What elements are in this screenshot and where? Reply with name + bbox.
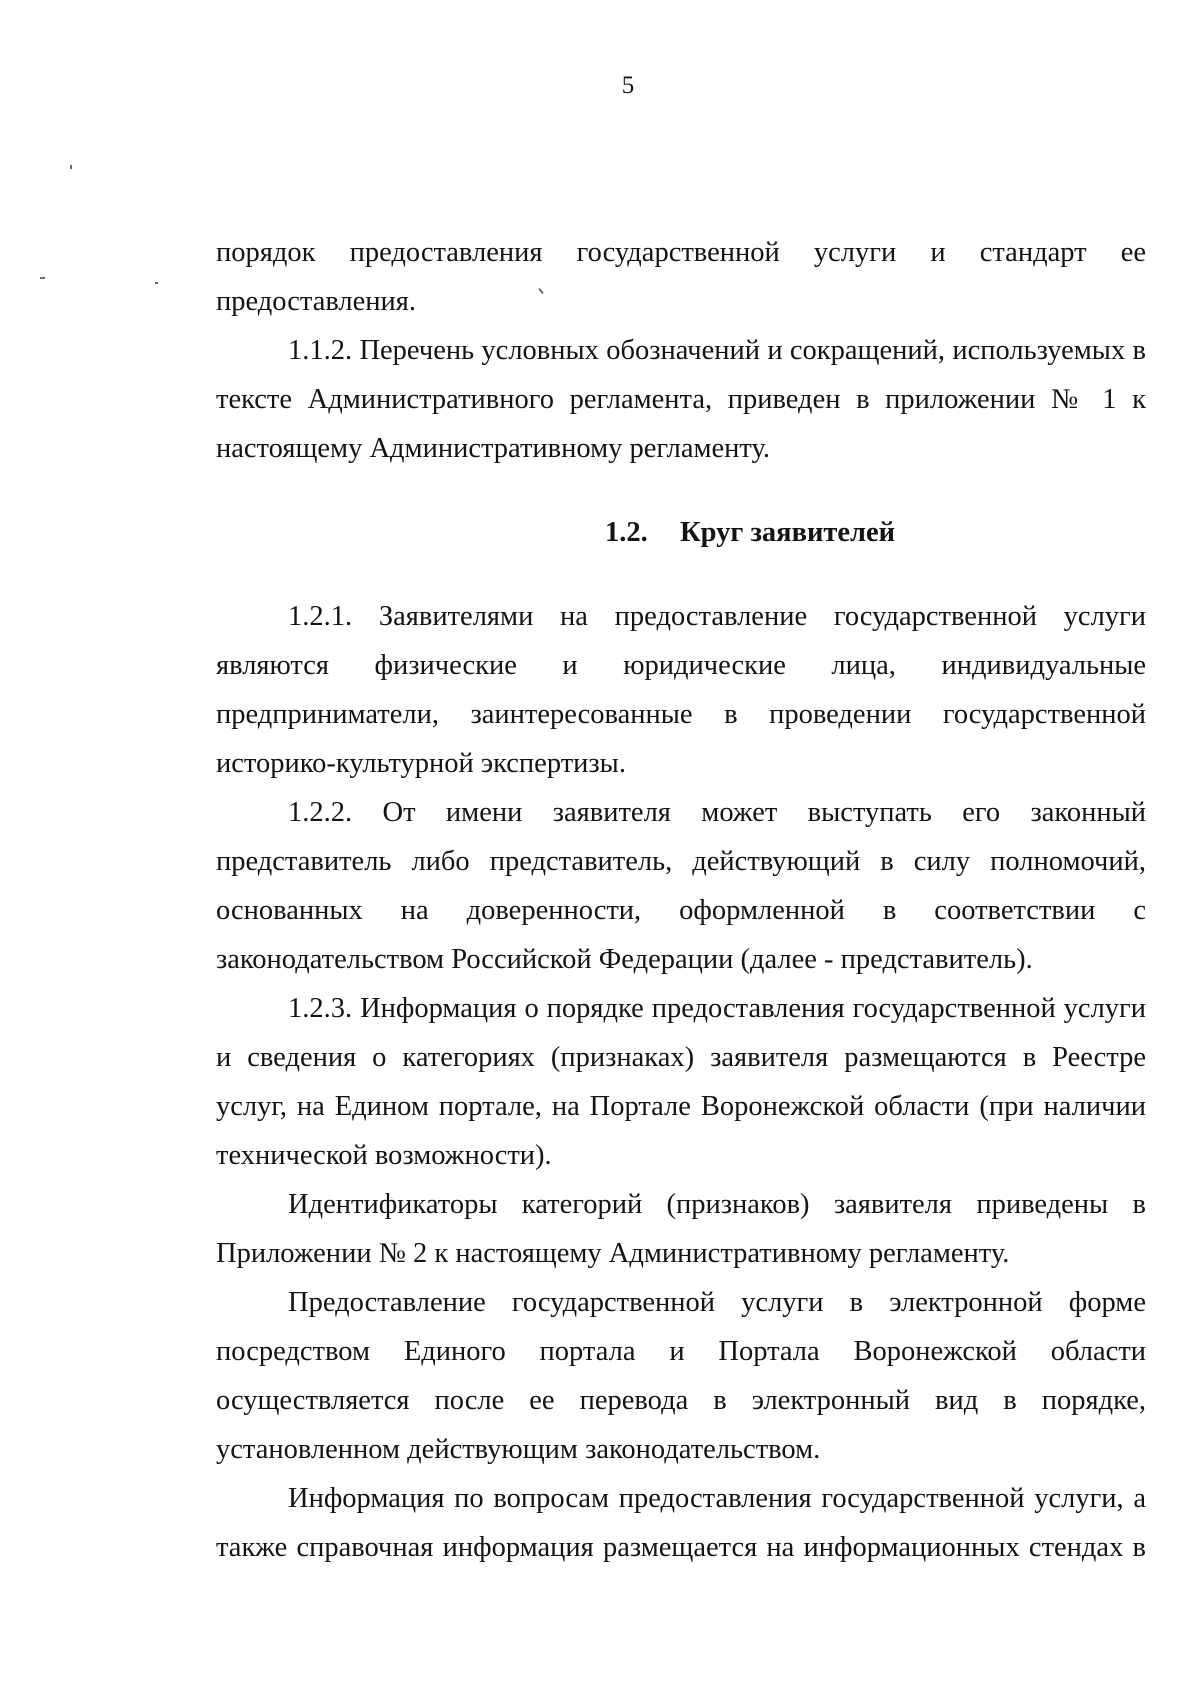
intro-line-1: порядок предоставления государственной услуги и стандарт ее — [216, 237, 1146, 268]
scan-speck — [40, 277, 45, 279]
paragraph-1-2-2: 1.2.2. От имени заявителя может выступать его законный представитель либо представитель, действующий в силу полномочий, основанных на доверенности, оформленной в соответствии с законодательством Российской Федерации (далее - представитель). — [216, 797, 1146, 975]
intro-line-2: предоставления. — [216, 286, 417, 317]
section-body — [216, 592, 1146, 1572]
scan-speck — [155, 282, 158, 284]
paragraph-identifiers: Идентификаторы категорий (признаков) заявителя приведены в Приложении № 2 к настоящему Административному регламенту. — [216, 1189, 1146, 1269]
section-title: Круг заявителей — [680, 517, 896, 548]
paragraph-1-2-1: 1.2.1. Заявителями на предоставление государственной услуги являются физические и юридические лица, индивидуальные предприниматели, заинтересованные в проведении государственной историко-культурной экспертизы. — [216, 601, 1146, 779]
page-number: 5 — [621, 72, 635, 99]
section-number: 1.2. — [605, 517, 648, 548]
scan-speck — [70, 165, 72, 169]
paragraph-information: Информация по вопросам предоставления государственной услуги, а также справочная информация размещается на информационных стендах в — [216, 1483, 1146, 1563]
paragraph-1-2-3: 1.2.3. Информация о порядке предоставления государственной услуги и сведения о категориях (признаках) заявителя размещаются в Реестре услуг, на Едином портале, на Портале Воронежской области (при наличии технической возможности). — [216, 993, 1146, 1171]
paragraph-1-1-2: 1.1.2. Перечень условных обозначений и сокращений, используемых в тексте Административного регламента, приведен в приложении № 1 к настоящему Административному регламенту. — [216, 335, 1146, 464]
intro-text — [216, 228, 1146, 473]
paragraph-electronic-form: Предоставление государственной услуги в электронной форме посредством Единого портала и Портала Воронежской области осуществляется после ее перевода в электронный вид в порядке, установленном действующим законодательством. — [216, 1287, 1146, 1465]
